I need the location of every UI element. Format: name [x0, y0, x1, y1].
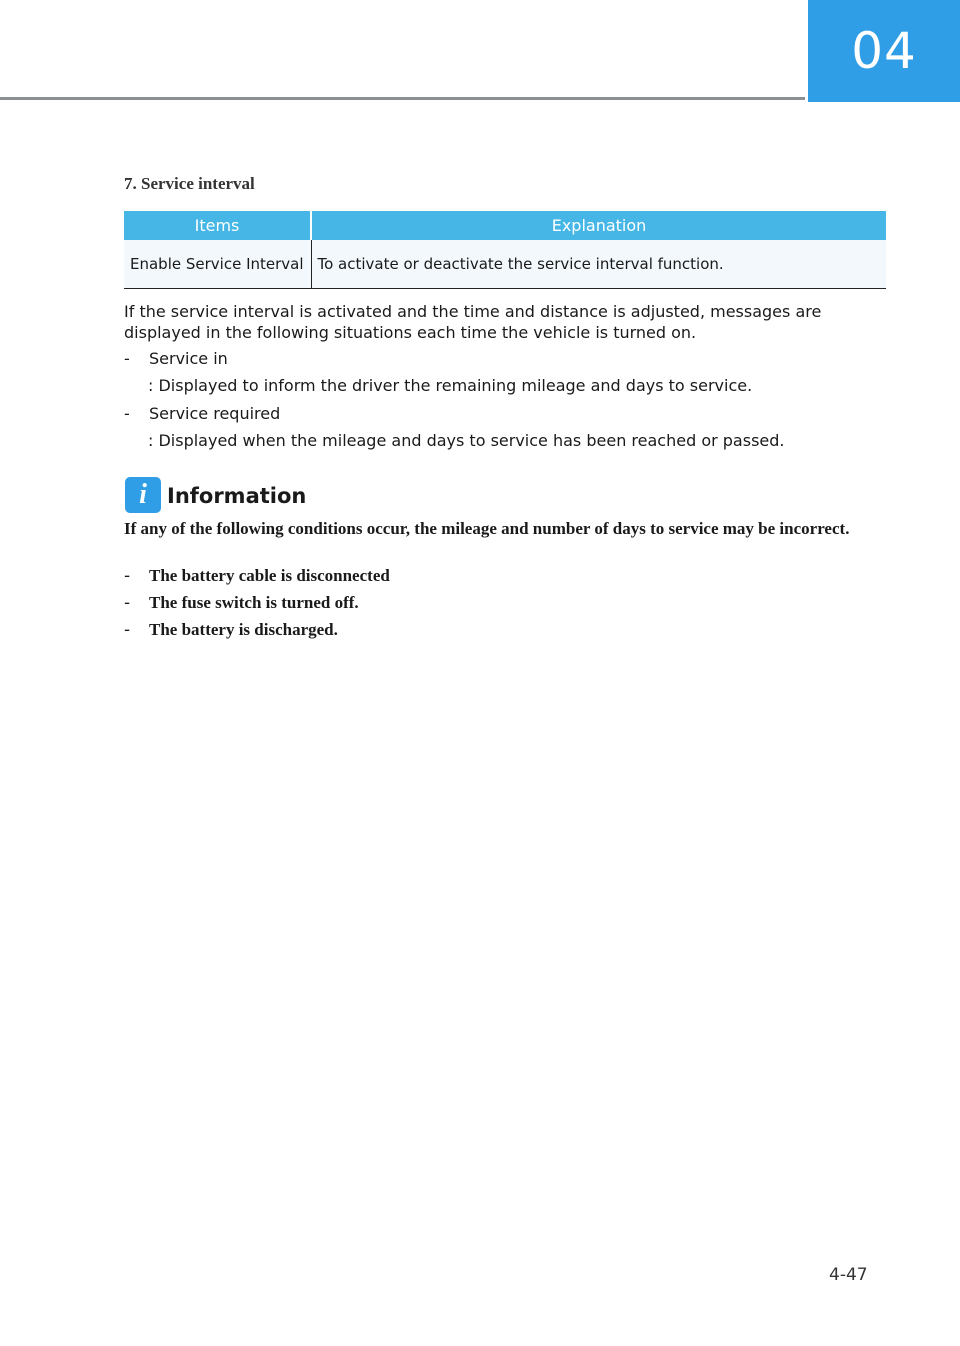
bullet-dash: -: [124, 566, 131, 586]
table-header-row: [124, 211, 886, 240]
bullet-text: The fuse switch is turned off.: [149, 593, 359, 612]
bullet-dash: -: [124, 404, 130, 423]
bullet-dash: -: [124, 620, 131, 640]
bullet-label: Service in: [149, 349, 228, 368]
bullet-dash: -: [124, 349, 130, 368]
chapter-tab: 04: [808, 0, 960, 102]
table-cell-explanation: To activate or deactivate the service interval function.: [311, 240, 886, 289]
header-rule: [0, 97, 805, 100]
information-heading: Information: [167, 484, 307, 508]
column-header-explanation: Explanation: [311, 211, 886, 240]
page-number: 4-47: [829, 1265, 868, 1285]
bullet-text: The battery is discharged.: [149, 620, 338, 639]
list-item: [124, 348, 228, 370]
list-item: [124, 565, 390, 587]
bullet-label: Service required: [149, 404, 281, 423]
column-header-items: Items: [124, 211, 311, 240]
info-icon: i: [125, 477, 161, 513]
section-title: 7. Service interval: [124, 174, 255, 193]
table-cell-item: Enable Service Interval: [124, 240, 311, 289]
body-paragraph: If the service interval is activated and the time and distance is adjusted, messages are displayed in the following situations each time the vehicle is turned on.: [124, 302, 822, 342]
list-item: [124, 619, 338, 641]
service-interval-table: [124, 211, 886, 289]
list-item: [124, 592, 359, 614]
bullet-dash: -: [124, 593, 131, 613]
bullet-text: The battery cable is disconnected: [149, 566, 390, 585]
information-text: If any of the following conditions occur, the mileage and number of days to service may be incorrect.: [124, 519, 850, 538]
bullet-description: : Displayed when the mileage and days to service has been reached or passed.: [148, 431, 785, 450]
bullet-description: : Displayed to inform the driver the remaining mileage and days to service.: [148, 376, 753, 395]
list-item: [124, 403, 280, 425]
table-row: [124, 240, 886, 289]
